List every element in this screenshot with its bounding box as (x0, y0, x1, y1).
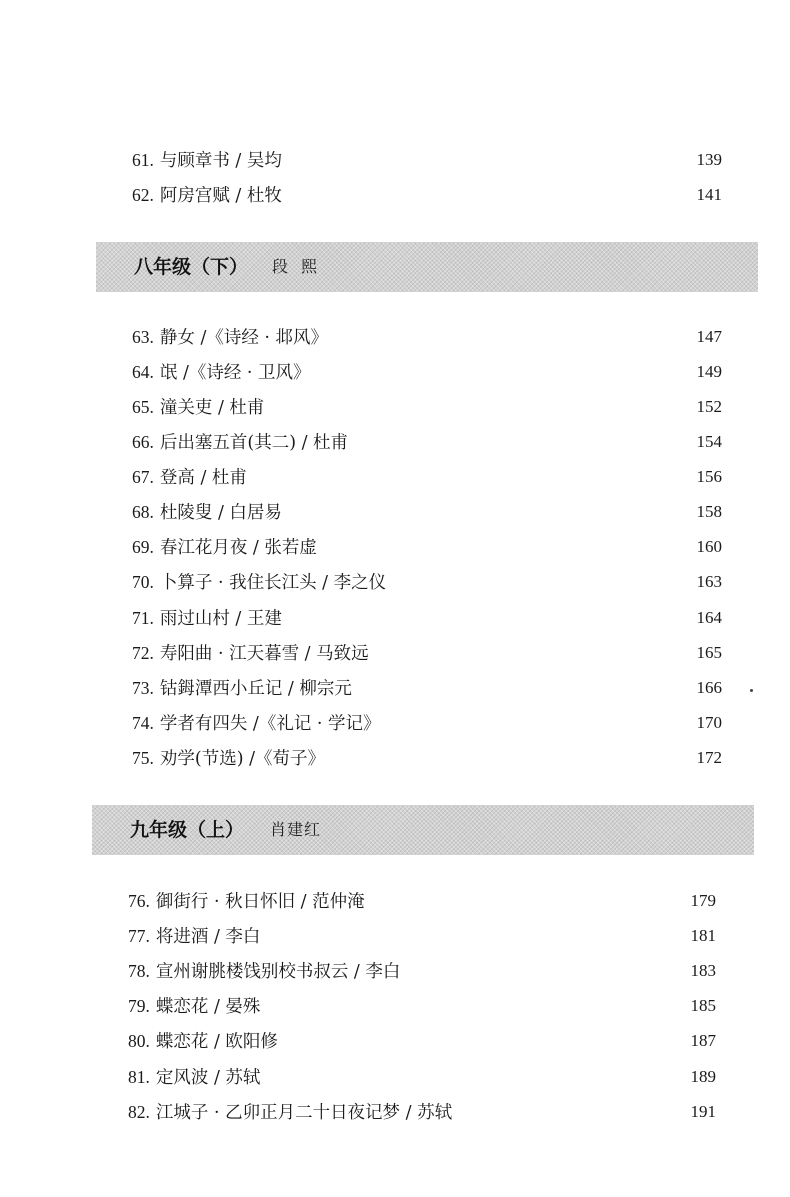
entry-title: 劝学(节选) /《荀子》 (159, 749, 325, 769)
entry-page: 165 (696, 643, 722, 662)
toc-entry[interactable] (132, 532, 722, 562)
toc-entry[interactable] (128, 921, 716, 951)
entry-page: 160 (696, 537, 722, 556)
entry-number: 68. (132, 502, 154, 522)
entry-page: 191 (690, 1102, 716, 1121)
entry-number: 61. (132, 150, 154, 170)
entry-page: 147 (696, 327, 722, 346)
entry-number: 80. (128, 1031, 150, 1051)
toc-entry[interactable] (132, 708, 722, 738)
entry-title: 定风波 / 苏轼 (155, 1068, 261, 1088)
entry-number: 74. (132, 713, 154, 733)
toc-entry[interactable] (128, 1062, 716, 1092)
entry-title: 蝶恋花 / 晏殊 (155, 997, 261, 1017)
entry-page: 185 (690, 996, 716, 1015)
entry-title: 雨过山村 / 王建 (159, 609, 282, 629)
entry-number: 79. (128, 996, 150, 1016)
toc-entry[interactable] (128, 886, 716, 916)
grade-title: 八年级（下） (134, 256, 249, 278)
entry-number: 73. (132, 678, 154, 698)
entry-number: 70. (132, 572, 154, 592)
entry-page: 149 (696, 362, 722, 381)
entry-page: 164 (696, 608, 722, 627)
entry-title: 江城子 · 乙卯正月二十日夜记梦 / 苏轼 (155, 1103, 453, 1123)
toc-entry[interactable] (128, 991, 716, 1021)
entry-page: 187 (690, 1031, 716, 1050)
entry-title: 潼关吏 / 杜甫 (159, 398, 265, 418)
entry-title: 氓 /《诗经 · 卫风》 (159, 363, 311, 383)
entry-page: 158 (696, 502, 722, 521)
entry-page: 183 (690, 961, 716, 980)
editor-name: 肖建红 (270, 820, 322, 839)
entry-title: 卜算子 · 我住长江头 / 李之仪 (159, 573, 387, 593)
entry-number: 62. (132, 185, 154, 205)
grade-title: 九年级（上） (130, 819, 245, 841)
entry-title: 与顾章书 / 吴均 (159, 151, 282, 171)
entry-title: 学者有四失 /《礼记 · 学记》 (159, 714, 381, 734)
entry-title: 蝶恋花 / 欧阳修 (155, 1032, 278, 1052)
toc-entry[interactable] (132, 673, 722, 703)
entry-page: 139 (696, 150, 722, 169)
entry-number: 67. (132, 467, 154, 487)
entry-number: 77. (128, 926, 150, 946)
scan-speck (750, 689, 753, 692)
entry-number: 63. (132, 327, 154, 347)
toc-entry[interactable] (132, 638, 722, 668)
entry-number: 75. (132, 748, 154, 768)
toc-entry[interactable] (132, 145, 722, 175)
entry-number: 66. (132, 432, 154, 452)
entry-number: 65. (132, 397, 154, 417)
entry-page: 156 (696, 467, 722, 486)
entry-page: 166 (696, 678, 722, 697)
section-header-grade9a (92, 805, 754, 855)
toc-entry[interactable] (132, 603, 722, 633)
entry-title: 静女 /《诗经 · 邶风》 (159, 328, 329, 348)
entry-number: 69. (132, 537, 154, 557)
entry-title: 宣州谢朓楼饯别校书叔云 / 李白 (155, 962, 401, 982)
entry-number: 72. (132, 643, 154, 663)
entry-page: 154 (696, 432, 722, 451)
section-header-grade8b (96, 242, 758, 292)
entry-page: 141 (696, 185, 722, 204)
entry-page: 181 (690, 926, 716, 945)
entry-title: 钴鉧潭西小丘记 / 柳宗元 (159, 679, 352, 699)
entry-number: 64. (132, 362, 154, 382)
entry-number: 81. (128, 1067, 150, 1087)
toc-entry[interactable] (132, 462, 722, 492)
entry-title: 春江花月夜 / 张若虚 (159, 538, 317, 558)
entry-page: 163 (696, 572, 722, 591)
entry-page: 170 (696, 713, 722, 732)
toc-entry[interactable] (132, 743, 722, 773)
toc-entry[interactable] (132, 357, 722, 387)
toc-entry[interactable] (128, 1026, 716, 1056)
entry-number: 76. (128, 891, 150, 911)
toc-entry[interactable] (132, 392, 722, 422)
entry-title: 御街行 · 秋日怀旧 / 范仲淹 (155, 892, 365, 912)
entry-title: 将进酒 / 李白 (155, 927, 261, 947)
entry-page: 179 (690, 891, 716, 910)
entry-title: 登高 / 杜甫 (159, 468, 247, 488)
toc-entry[interactable] (132, 567, 722, 597)
entry-title: 后出塞五首(其二) / 杜甫 (159, 433, 349, 453)
toc-entry[interactable] (128, 1097, 716, 1127)
toc-entry[interactable] (128, 956, 716, 986)
entry-title: 阿房宫赋 / 杜牧 (159, 186, 282, 206)
toc-entry[interactable] (132, 322, 722, 352)
entry-number: 71. (132, 608, 154, 628)
toc-entry[interactable] (132, 497, 722, 527)
entry-number: 82. (128, 1102, 150, 1122)
entry-page: 152 (696, 397, 722, 416)
toc-entry[interactable] (132, 180, 722, 210)
entry-title: 寿阳曲 · 江天暮雪 / 马致远 (159, 644, 369, 664)
entry-number: 78. (128, 961, 150, 981)
entry-page: 189 (690, 1067, 716, 1086)
editor-name: 段 熙 (272, 257, 322, 276)
entry-title: 杜陵叟 / 白居易 (159, 503, 282, 523)
toc-entry[interactable] (132, 427, 722, 457)
entry-page: 172 (696, 748, 722, 767)
